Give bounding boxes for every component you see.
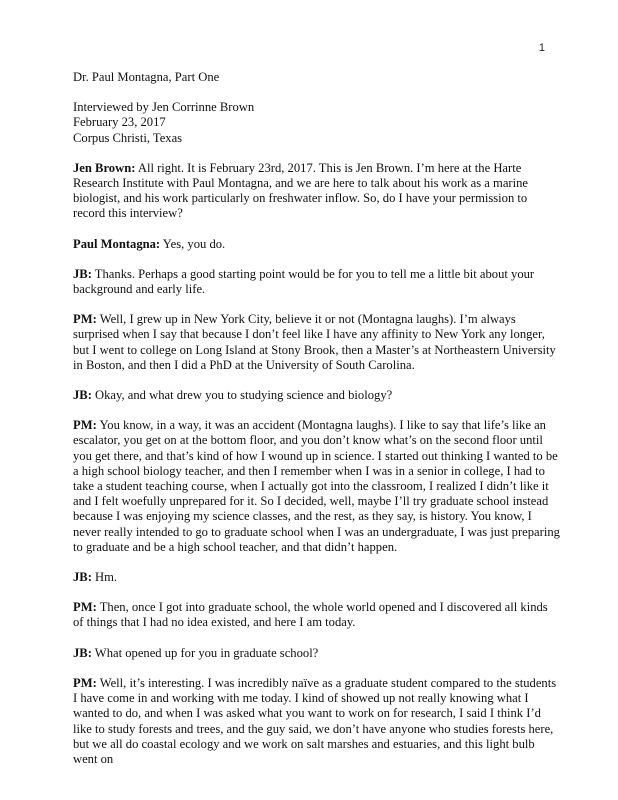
- speaker-label: PM:: [73, 312, 97, 327]
- transcript-paragraph: [73, 646, 560, 661]
- speaker-label: Paul Montagna:: [73, 236, 161, 251]
- utterance-text: What opened up for you in graduate school?: [91, 645, 319, 660]
- interview-date: February 23, 2017: [73, 115, 166, 130]
- utterance-text: Okay, and what drew you to studying science and biology?: [91, 388, 393, 403]
- document-header: [73, 70, 560, 85]
- transcript-paragraph: [73, 600, 560, 630]
- transcript-paragraph: [73, 418, 560, 555]
- utterance-text: Then, once I got into graduate school, the whole world opened and I discovered all kinds of things that I had no idea existed, and here I am today.: [73, 600, 548, 630]
- speaker-label: JB:: [73, 645, 92, 660]
- transcript-paragraph: [73, 676, 560, 767]
- transcript-paragraph: [73, 267, 560, 297]
- transcript-paragraph: [73, 237, 560, 252]
- document-body: [73, 70, 560, 782]
- transcript-paragraph: [73, 312, 560, 373]
- utterance-text: Yes, you do.: [160, 236, 226, 251]
- speaker-label: PM:: [73, 600, 97, 615]
- utterance-text: Hm.: [91, 570, 118, 585]
- interview-location: Corpus Christi, Texas: [73, 130, 183, 145]
- speaker-label: PM:: [73, 675, 97, 690]
- interviewer-line: Interviewed by Jen Corrinne Brown: [73, 100, 255, 115]
- transcript-paragraph: [73, 161, 560, 222]
- speaker-label: Jen Brown:: [73, 160, 136, 175]
- utterance-text: All right. It is February 23rd, 2017. This is Jen Brown. I’m here at the Harte Research Institute with Paul Montagna, and we are here to talk about his work as a marine biologist, and his work particularly on freshwater inflow. So, do I have your permission to record this interview?: [73, 160, 528, 221]
- transcript-paragraph: [73, 388, 560, 403]
- utterance-text: Well, it’s interesting. I was incredibly naïve as a graduate student compared to the students I have come in and working with me today. I kind of showed up not really knowing what I wanted to do, and when I was asked what you want to work on for research, I said I think I’d like to study forests and trees, and the guy said, we don’t have anyone who studies forests here, but we all do coastal ecology and we work on salt marshes and estuaries, and this light bulb went on: [73, 675, 557, 766]
- speaker-label: PM:: [73, 418, 97, 433]
- speaker-label: JB:: [73, 388, 92, 403]
- interview-metadata: [73, 100, 560, 146]
- utterance-text: Thanks. Perhaps a good starting point would be for you to tell me a little bit about your background and early life.: [73, 266, 535, 297]
- document-title: Dr. Paul Montagna, Part One: [73, 70, 220, 84]
- speaker-label: JB:: [73, 266, 92, 281]
- utterance-text: You know, in a way, it was an accident (Montagna laughs). I like to say that life’s like an escalator, you get on at the bottom floor, and you don’t know what’s on the second floor until you get there, and that’s kind of how I wound up in science. I started out thinking I wanted to be a high school biology teacher, and then I remember when I was in a senior in college, I had to take a student teaching course, when I actually got into the classroom, I realized I didn’t like it and I felt woefully unprepared for it. So I decided, well, maybe I’ll try graduate school instead because I was enjoying my science classes, and the rest, as they say, is history. You know, I never really intended to go to graduate school when I was an undergraduate, I was just preparing to graduate and be a high school teacher, and that didn’t happen.: [73, 418, 560, 554]
- utterance-text: Well, I grew up in New York City, believe it or not (Montagna laughs). I’m always surprised when I say that because I don’t feel like I have any affinity to New York any longer, but I went to college on Long Island at Stony Brook, then a Master’s at Northeastern University in Boston, and then I did a PhD at the University of South Carolina.: [73, 312, 556, 372]
- speaker-label: JB:: [73, 570, 92, 585]
- transcript-paragraph: [73, 570, 560, 585]
- page-number: 1: [538, 42, 545, 54]
